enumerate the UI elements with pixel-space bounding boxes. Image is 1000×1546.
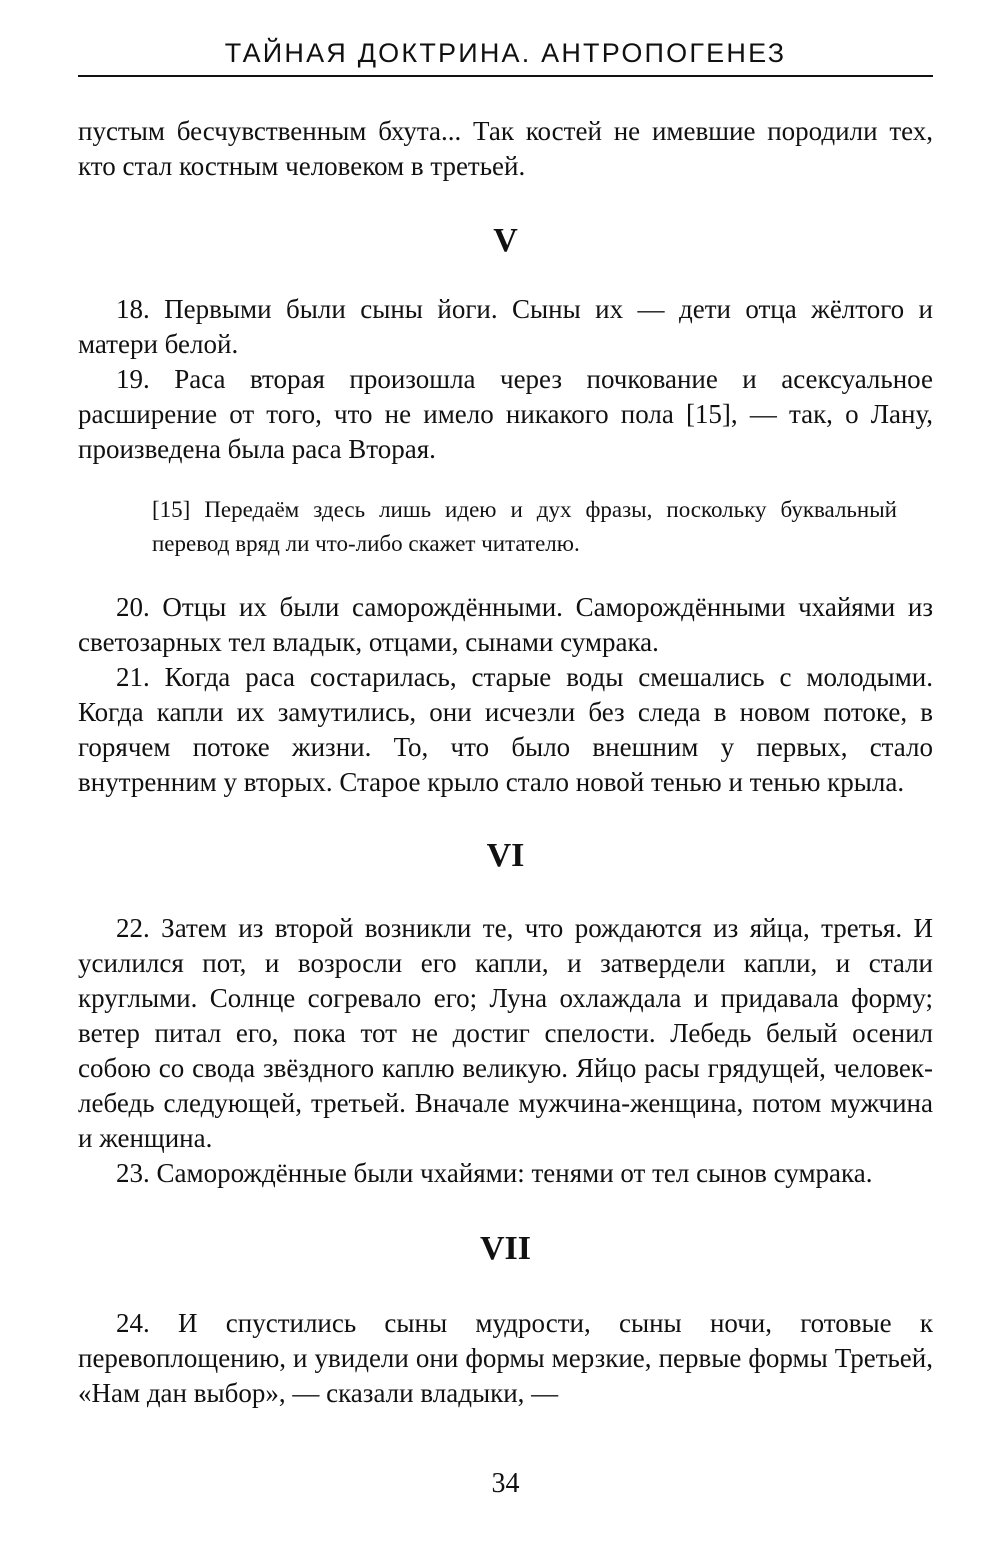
book-page <box>78 0 933 1546</box>
stanza-19: 19. Раса вторая произошла через почкование и асексуальное расширение от того, что не имело никакого пола [15], — так, о Лану, произведена была раса Вторая. <box>78 364 933 464</box>
chapter-heading-v: V <box>493 222 518 259</box>
chapter-heading-vii: VII <box>479 1230 532 1267</box>
stanza-20: 20. Отцы их были саморождёнными. Саморождёнными чхайями из светозарных тел владык, отцами, сынами сумрака. <box>78 592 933 657</box>
header-rule <box>78 75 933 77</box>
stanza-18: 18. Первыми были сыны йоги. Сыны их — дети отца жёлтого и матери белой. <box>78 294 933 359</box>
opening-paragraph: пустым бесчувственным бхута... Так костей не имевшие породили тех, кто стал костным человеком в третьей. <box>78 116 933 181</box>
page-number: 34 <box>491 1468 520 1499</box>
running-head: ТАЙНАЯ ДОКТРИНА. АНТРОПОГЕНЕЗ <box>224 38 787 68</box>
footnote-15: [15] Передаём здесь лишь идею и дух фразы, поскольку буквальный перевод вряд ли что-либо скажет читателю. <box>152 497 897 556</box>
chapter-heading-vi: VI <box>486 837 525 874</box>
stanza-23: 23. Саморождённые были чхайями: тенями от тел сынов сумрака. <box>116 1158 873 1188</box>
body-text <box>78 114 933 1411</box>
stanza-21: 21. Когда раса состарилась, старые воды смешались с молодыми. Когда капли их замутились, они исчезли без следа в новом потоке, в горячем потоке жизни. То, что было внешним у первых, стало внутренним у вторых. Старое крыло стало новой тенью и тенью крыла. <box>78 662 933 797</box>
stanza-22: 22. Затем из второй возникли те, что рождаются из яйца, третья. И усилился пот, и возросли его капли, и затвердели капли, и стали круглыми. Солнце согревало его; Луна охлаждала и придавала форму; ветер питал его, пока тот не достиг спелости. Лебедь белый осенил собою со свода звёздного каплю великую. Яйцо расы грядущей, человек-лебедь следующей, третьей. Вначале мужчина-женщина, потом мужчина и женщина. <box>78 913 933 1153</box>
stanza-24: 24. И спустились сыны мудрости, сыны ночи, готовые к перевоплощению, и увидели они формы мерзкие, первые формы Третьей, «Нам дан выбор», — сказали владыки, — <box>78 1308 933 1408</box>
